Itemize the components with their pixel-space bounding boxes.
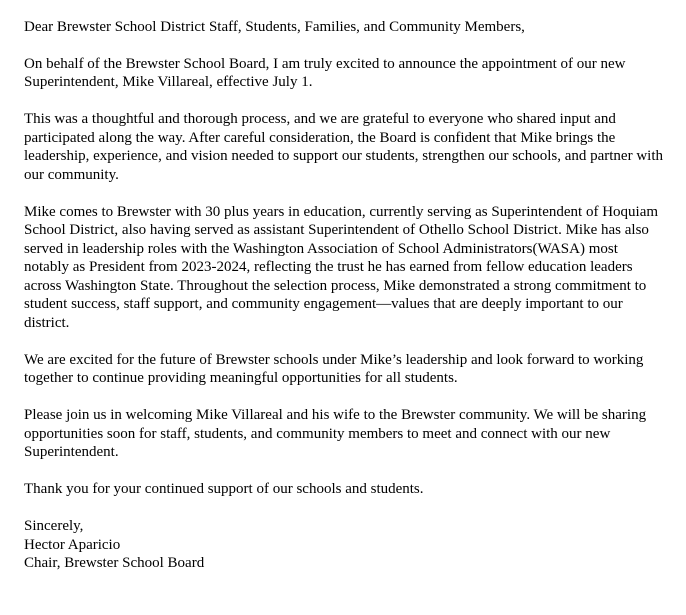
letter-greeting: Dear Brewster School District Staff, Students, Families, and Community Members, [24,19,525,35]
closing-line: Sincerely, [24,518,84,534]
letter-body [24,18,664,573]
paragraph-process: This was a thoughtful and thorough process, and we are grateful to everyone who shared input and participated along the way. After careful consideration, the Board is confident that Mike brings the leadership, experience, and vision needed to support our students, strengthen our schools, and partner with our community. [24,111,664,183]
paragraph-welcome: Please join us in welcoming Mike Villareal and his wife to the Brewster community. We will be sharing opportunities soon for staff, students, and community members to meet and connect with our new Superintendent. [24,407,647,460]
paragraph-future: We are excited for the future of Brewster schools under Mike’s leadership and look forward to working together to continue providing meaningful opportunities for all students. [24,351,644,386]
signer-title: Chair, Brewster School Board [24,555,205,571]
paragraph-background: Mike comes to Brewster with 30 plus years in education, currently serving as Superintendent of Hoquiam School District, also having served as assistant Superintendent of Othello School District. Mike has also served in leadership roles with the Washington Association of School Administrators(WASA) most notably as President from 2023-2024, reflecting the trust he has earned from fellow education leaders across Washington State. Throughout the selection process, Mike demonstrated a strong commitment to student success, staff support, and community engagement—values that are deeply important to our district. [24,203,659,331]
signer-name: Hector Aparicio [24,536,121,553]
signature-block [24,517,664,573]
paragraph-thanks: Thank you for your continued support of our schools and students. [24,481,424,497]
paragraph-announcement: On behalf of the Brewster School Board, I am truly excited to announce the appointment of our new Superintendent, Mike Villareal, effective July 1. [24,55,626,90]
